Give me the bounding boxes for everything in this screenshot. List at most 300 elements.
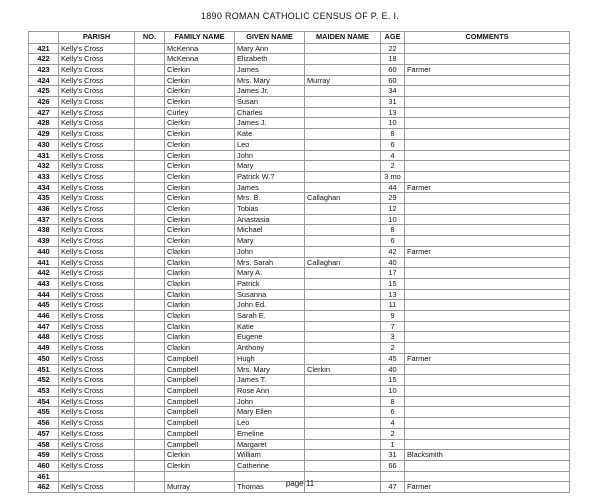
given-name-cell: William: [235, 450, 305, 461]
table-row: [29, 86, 570, 97]
given-name-cell: Leo: [235, 418, 305, 429]
no-cell: [135, 460, 165, 471]
no-cell: [135, 321, 165, 332]
parish-cell: Kelly's Cross: [59, 246, 135, 257]
table-row: [29, 204, 570, 215]
no-cell: [135, 182, 165, 193]
parish-cell: Kelly's Cross: [59, 396, 135, 407]
comments-cell: [405, 193, 570, 204]
no-cell: [135, 214, 165, 225]
comments-cell: Farmer: [405, 482, 570, 493]
age-cell: 6: [381, 236, 405, 247]
given-name-cell: Mary: [235, 236, 305, 247]
row-number-cell: 456: [29, 418, 59, 429]
maiden-name-cell: [305, 64, 381, 75]
table-row: [29, 396, 570, 407]
no-cell: [135, 86, 165, 97]
no-cell: [135, 289, 165, 300]
given-name-cell: Thomas: [235, 482, 305, 493]
row-number-cell: 448: [29, 332, 59, 343]
given-name-cell: Charles: [235, 107, 305, 118]
parish-cell: Kelly's Cross: [59, 171, 135, 182]
age-cell: 13: [381, 107, 405, 118]
comments-cell: [405, 150, 570, 161]
page-title: 1890 ROMAN CATHOLIC CENSUS OF P. E. I.: [200, 11, 400, 21]
age-cell: 7: [381, 321, 405, 332]
family-name-cell: Curley: [165, 107, 235, 118]
age-cell: 31: [381, 450, 405, 461]
parish-cell: Kelly's Cross: [59, 321, 135, 332]
maiden-name-cell: Callaghan: [305, 257, 381, 268]
family-name-cell: Clerkin: [165, 118, 235, 129]
family-name-cell: Clerkin: [165, 236, 235, 247]
family-name-cell: Campbell: [165, 396, 235, 407]
comments-cell: [405, 428, 570, 439]
census-table: [28, 31, 570, 493]
table-row: [29, 375, 570, 386]
comments-cell: [405, 386, 570, 397]
maiden-name-cell: [305, 171, 381, 182]
parish-cell: Kelly's Cross: [59, 343, 135, 354]
parish-cell: Kelly's Cross: [59, 193, 135, 204]
given-name-cell: Elizabeth: [235, 54, 305, 65]
comments-cell: [405, 86, 570, 97]
no-cell: [135, 407, 165, 418]
maiden-name-cell: [305, 460, 381, 471]
family-name-cell: Clerkin: [165, 161, 235, 172]
given-name-cell: John: [235, 150, 305, 161]
maiden-name-cell: [305, 54, 381, 65]
given-name-cell: Susanna: [235, 289, 305, 300]
row-number-cell: 451: [29, 364, 59, 375]
parish-cell: Kelly's Cross: [59, 278, 135, 289]
comments-cell: [405, 289, 570, 300]
parish-cell: Kelly's Cross: [59, 161, 135, 172]
maiden-name-cell: [305, 182, 381, 193]
parish-cell: Kelly's Cross: [59, 54, 135, 65]
column-header-no: NO.: [135, 32, 165, 44]
given-name-cell: Mary A.: [235, 268, 305, 279]
comments-cell: [405, 300, 570, 311]
row-number-cell: 429: [29, 129, 59, 140]
no-cell: [135, 204, 165, 215]
no-cell: [135, 364, 165, 375]
comments-cell: [405, 364, 570, 375]
no-cell: [135, 97, 165, 108]
table-row: [29, 171, 570, 182]
row-number-cell: 461: [29, 471, 59, 482]
maiden-name-cell: [305, 353, 381, 364]
age-cell: 44: [381, 182, 405, 193]
parish-cell: Kelly's Cross: [59, 129, 135, 140]
table-row: [29, 321, 570, 332]
table-row: [29, 268, 570, 279]
no-cell: [135, 64, 165, 75]
comments-cell: [405, 407, 570, 418]
family-name-cell: Clerkin: [165, 75, 235, 86]
family-name-cell: Campbell: [165, 375, 235, 386]
maiden-name-cell: [305, 289, 381, 300]
comments-cell: [405, 332, 570, 343]
row-number-cell: 447: [29, 321, 59, 332]
table-row: [29, 428, 570, 439]
age-cell: 15: [381, 278, 405, 289]
row-number-cell: 436: [29, 204, 59, 215]
row-number-cell: 438: [29, 225, 59, 236]
table-row: [29, 75, 570, 86]
parish-cell: Kelly's Cross: [59, 407, 135, 418]
row-number-cell: 428: [29, 118, 59, 129]
age-cell: 31: [381, 97, 405, 108]
age-cell: 10: [381, 118, 405, 129]
table-row: [29, 182, 570, 193]
maiden-name-cell: [305, 214, 381, 225]
row-number-cell: 435: [29, 193, 59, 204]
table-row: [29, 139, 570, 150]
age-cell: 11: [381, 300, 405, 311]
table-row: [29, 300, 570, 311]
maiden-name-cell: Callaghan: [305, 193, 381, 204]
comments-cell: [405, 171, 570, 182]
no-cell: [135, 332, 165, 343]
maiden-name-cell: [305, 450, 381, 461]
age-cell: 3 mo: [381, 171, 405, 182]
family-name-cell: McKenna: [165, 43, 235, 54]
age-cell: 15: [381, 375, 405, 386]
family-name-cell: Clerkin: [165, 460, 235, 471]
comments-cell: [405, 375, 570, 386]
family-name-cell: Clerkin: [165, 97, 235, 108]
table-row: [29, 193, 570, 204]
maiden-name-cell: [305, 246, 381, 257]
no-cell: [135, 161, 165, 172]
no-cell: [135, 375, 165, 386]
given-name-cell: James J.: [235, 118, 305, 129]
family-name-cell: Clarkin: [165, 278, 235, 289]
row-number-cell: 442: [29, 268, 59, 279]
age-cell: 6: [381, 407, 405, 418]
given-name-cell: Anastasia: [235, 214, 305, 225]
given-name-cell: Hugh: [235, 353, 305, 364]
maiden-name-cell: [305, 321, 381, 332]
maiden-name-cell: [305, 439, 381, 450]
given-name-cell: John: [235, 246, 305, 257]
given-name-cell: Patrick: [235, 278, 305, 289]
column-header-parish: PARISH: [59, 32, 135, 44]
parish-cell: Kelly's Cross: [59, 428, 135, 439]
comments-cell: [405, 129, 570, 140]
no-cell: [135, 353, 165, 364]
parish-cell: Kelly's Cross: [59, 439, 135, 450]
row-number-cell: 424: [29, 75, 59, 86]
family-name-cell: Clarkin: [165, 311, 235, 322]
maiden-name-cell: [305, 204, 381, 215]
comments-cell: [405, 118, 570, 129]
age-cell: 40: [381, 257, 405, 268]
parish-cell: Kelly's Cross: [59, 75, 135, 86]
table-row: [29, 418, 570, 429]
given-name-cell: Mrs. Mary: [235, 75, 305, 86]
column-header-maiden-name: MAIDEN NAME: [305, 32, 381, 44]
row-number-cell: 452: [29, 375, 59, 386]
no-cell: [135, 43, 165, 54]
given-name-cell: James T.: [235, 375, 305, 386]
row-number-cell: 450: [29, 353, 59, 364]
comments-cell: [405, 54, 570, 65]
comments-cell: [405, 396, 570, 407]
no-cell: [135, 278, 165, 289]
age-cell: 9: [381, 311, 405, 322]
given-name-cell: Tobias: [235, 204, 305, 215]
table-row: [29, 107, 570, 118]
no-cell: [135, 75, 165, 86]
given-name-cell: Eugene: [235, 332, 305, 343]
table-row: [29, 225, 570, 236]
maiden-name-cell: [305, 225, 381, 236]
table-row: [29, 343, 570, 354]
maiden-name-cell: [305, 97, 381, 108]
comments-cell: [405, 214, 570, 225]
no-cell: [135, 118, 165, 129]
row-number-cell: 454: [29, 396, 59, 407]
family-name-cell: Clarkin: [165, 257, 235, 268]
parish-cell: Kelly's Cross: [59, 289, 135, 300]
row-number-cell: 446: [29, 311, 59, 322]
age-cell: 4: [381, 418, 405, 429]
family-name-cell: Clerkin: [165, 64, 235, 75]
comments-cell: [405, 139, 570, 150]
age-cell: 2: [381, 428, 405, 439]
no-cell: [135, 193, 165, 204]
family-name-cell: Clerkin: [165, 214, 235, 225]
maiden-name-cell: [305, 107, 381, 118]
table-row: [29, 353, 570, 364]
maiden-name-cell: [305, 129, 381, 140]
table-row: [29, 43, 570, 54]
comments-cell: [405, 311, 570, 322]
given-name-cell: James: [235, 182, 305, 193]
given-name-cell: Katie: [235, 321, 305, 332]
family-name-cell: McKenna: [165, 54, 235, 65]
row-number-cell: 439: [29, 236, 59, 247]
no-cell: [135, 139, 165, 150]
comments-cell: [405, 107, 570, 118]
comments-cell: [405, 161, 570, 172]
age-cell: 40: [381, 364, 405, 375]
age-cell: 66: [381, 460, 405, 471]
maiden-name-cell: [305, 311, 381, 322]
parish-cell: Kelly's Cross: [59, 118, 135, 129]
table-row: [29, 214, 570, 225]
maiden-name-cell: [305, 268, 381, 279]
age-cell: 42: [381, 246, 405, 257]
family-name-cell: Clerkin: [165, 193, 235, 204]
table-row: [29, 364, 570, 375]
table-row: [29, 386, 570, 397]
family-name-cell: Clarkin: [165, 332, 235, 343]
age-cell: 45: [381, 353, 405, 364]
family-name-cell: Clarkin: [165, 289, 235, 300]
comments-cell: [405, 278, 570, 289]
age-cell: 60: [381, 75, 405, 86]
family-name-cell: Clerkin: [165, 450, 235, 461]
given-name-cell: Margaret: [235, 439, 305, 450]
maiden-name-cell: [305, 278, 381, 289]
column-header-row-number: [29, 32, 59, 44]
parish-cell: Kelly's Cross: [59, 225, 135, 236]
comments-cell: [405, 343, 570, 354]
no-cell: [135, 54, 165, 65]
age-cell: 12: [381, 204, 405, 215]
given-name-cell: Mrs. Sarah: [235, 257, 305, 268]
comments-cell: Farmer: [405, 246, 570, 257]
parish-cell: Kelly's Cross: [59, 353, 135, 364]
table-row: [29, 64, 570, 75]
given-name-cell: Mrs. Mary: [235, 364, 305, 375]
comments-cell: [405, 204, 570, 215]
table-row: [29, 278, 570, 289]
maiden-name-cell: [305, 332, 381, 343]
comments-cell: Farmer: [405, 64, 570, 75]
family-name-cell: Clarkin: [165, 300, 235, 311]
table-header-row: [29, 32, 570, 44]
parish-cell: Kelly's Cross: [59, 150, 135, 161]
given-name-cell: Emeline: [235, 428, 305, 439]
row-number-cell: 431: [29, 150, 59, 161]
comments-cell: [405, 43, 570, 54]
parish-cell: Kelly's Cross: [59, 482, 135, 493]
table-row: [29, 97, 570, 108]
table-row: [29, 129, 570, 140]
age-cell: 8: [381, 225, 405, 236]
no-cell: [135, 236, 165, 247]
given-name-cell: Catherine: [235, 460, 305, 471]
family-name-cell: Clerkin: [165, 139, 235, 150]
no-cell: [135, 150, 165, 161]
no-cell: [135, 396, 165, 407]
page-number: page 11: [285, 479, 315, 488]
family-name-cell: Campbell: [165, 386, 235, 397]
given-name-cell: Rose Ann: [235, 386, 305, 397]
parish-cell: Kelly's Cross: [59, 460, 135, 471]
maiden-name-cell: [305, 86, 381, 97]
age-cell: 6: [381, 139, 405, 150]
table-row: [29, 246, 570, 257]
family-name-cell: Clarkin: [165, 268, 235, 279]
no-cell: [135, 300, 165, 311]
family-name-cell: Clerkin: [165, 225, 235, 236]
row-number-cell: 457: [29, 428, 59, 439]
maiden-name-cell: [305, 161, 381, 172]
age-cell: 8: [381, 396, 405, 407]
parish-cell: Kelly's Cross: [59, 107, 135, 118]
maiden-name-cell: [305, 118, 381, 129]
maiden-name-cell: [305, 396, 381, 407]
parish-cell: Kelly's Cross: [59, 300, 135, 311]
no-cell: [135, 257, 165, 268]
parish-cell: Kelly's Cross: [59, 386, 135, 397]
age-cell: 8: [381, 129, 405, 140]
parish-cell: Kelly's Cross: [59, 332, 135, 343]
comments-cell: [405, 236, 570, 247]
parish-cell: Kelly's Cross: [59, 311, 135, 322]
comments-cell: [405, 418, 570, 429]
table-row: [29, 161, 570, 172]
row-number-cell: 460: [29, 460, 59, 471]
family-name-cell: Campbell: [165, 407, 235, 418]
maiden-name-cell: Clerkin: [305, 364, 381, 375]
age-cell: 1: [381, 439, 405, 450]
given-name-cell: James: [235, 64, 305, 75]
column-header-given-name: GIVEN NAME: [235, 32, 305, 44]
comments-cell: [405, 75, 570, 86]
table-row: [29, 311, 570, 322]
given-name-cell: Mary: [235, 161, 305, 172]
given-name-cell: John Ed.: [235, 300, 305, 311]
comments-cell: [405, 460, 570, 471]
given-name-cell: Susan: [235, 97, 305, 108]
row-number-cell: 430: [29, 139, 59, 150]
maiden-name-cell: [305, 386, 381, 397]
age-cell: 29: [381, 193, 405, 204]
no-cell: [135, 418, 165, 429]
parish-cell: Kelly's Cross: [59, 64, 135, 75]
given-name-cell: Leo: [235, 139, 305, 150]
maiden-name-cell: [305, 428, 381, 439]
row-number-cell: 440: [29, 246, 59, 257]
no-cell: [135, 386, 165, 397]
maiden-name-cell: [305, 150, 381, 161]
family-name-cell: Clerkin: [165, 86, 235, 97]
given-name-cell: Kate: [235, 129, 305, 140]
age-cell: 60: [381, 64, 405, 75]
given-name-cell: Patrick W.?: [235, 171, 305, 182]
maiden-name-cell: [305, 300, 381, 311]
age-cell: 34: [381, 86, 405, 97]
given-name-cell: Anthony: [235, 343, 305, 354]
parish-cell: Kelly's Cross: [59, 97, 135, 108]
parish-cell: Kelly's Cross: [59, 257, 135, 268]
no-cell: [135, 450, 165, 461]
family-name-cell: Campbell: [165, 439, 235, 450]
row-number-cell: 427: [29, 107, 59, 118]
family-name-cell: Campbell: [165, 428, 235, 439]
given-name-cell: John: [235, 396, 305, 407]
parish-cell: Kelly's Cross: [59, 204, 135, 215]
maiden-name-cell: [305, 407, 381, 418]
comments-cell: [405, 257, 570, 268]
table-row: [29, 450, 570, 461]
parish-cell: Kelly's Cross: [59, 236, 135, 247]
row-number-cell: 444: [29, 289, 59, 300]
maiden-name-cell: [305, 139, 381, 150]
row-number-cell: 462: [29, 482, 59, 493]
no-cell: [135, 171, 165, 182]
row-number-cell: 423: [29, 64, 59, 75]
no-cell: [135, 268, 165, 279]
table-row: [29, 118, 570, 129]
row-number-cell: 422: [29, 54, 59, 65]
comments-cell: Farmer: [405, 353, 570, 364]
age-cell: 10: [381, 386, 405, 397]
row-number-cell: 432: [29, 161, 59, 172]
row-number-cell: 421: [29, 43, 59, 54]
table-row: [29, 332, 570, 343]
family-name-cell: Campbell: [165, 353, 235, 364]
family-name-cell: Clerkin: [165, 129, 235, 140]
table-row: [29, 236, 570, 247]
table-row: [29, 439, 570, 450]
